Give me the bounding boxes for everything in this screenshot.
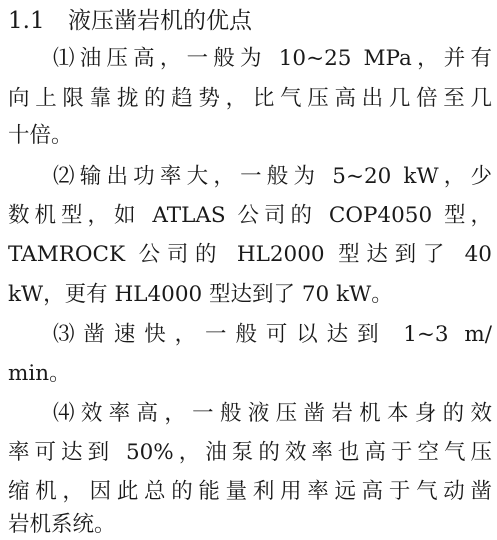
paragraph-2-line-3: TAMROCK 公司的 HL2000 型达到了 40 bbox=[8, 242, 492, 267]
paragraph-3-line-1: ⑶凿速快，一般可以达到 1~3 m/ bbox=[53, 322, 492, 347]
paragraph-1-line-3: 十倍。 bbox=[8, 123, 73, 148]
paragraph-4-line-3: 缩机，因此总的能量利用率远高于气动凿 bbox=[8, 479, 492, 504]
paragraph-2-line-4: kW，更有 HL4000 型达到了 70 kW。 bbox=[8, 282, 393, 307]
paragraph-1-line-1: ⑴油压高，一般为 10~25 MPa，并有 bbox=[53, 46, 492, 71]
paragraph-4-line-2: 率可达到 50%，油泵的效率也高于空气压 bbox=[8, 440, 492, 465]
paragraph-1-line-2: 向上限靠拢的趋势，比气压高出几倍至几 bbox=[8, 86, 492, 111]
paragraph-2-line-1: ⑵输出功率大，一般为 5~20 kW，少 bbox=[53, 164, 492, 189]
section-heading bbox=[8, 4, 252, 38]
paragraph-2-line-2: 数机型，如 ATLAS 公司的 COP4050 型， bbox=[8, 203, 492, 228]
section-number: 1.1 bbox=[8, 8, 45, 34]
section-title: 液压凿岩机的优点 bbox=[68, 8, 252, 34]
paragraph-3-line-2: min。 bbox=[8, 361, 71, 386]
paragraph-4-line-4: 岩机系统。 bbox=[8, 512, 116, 537]
paragraph-4-line-1: ⑷效率高，一般液压凿岩机本身的效 bbox=[53, 401, 492, 426]
